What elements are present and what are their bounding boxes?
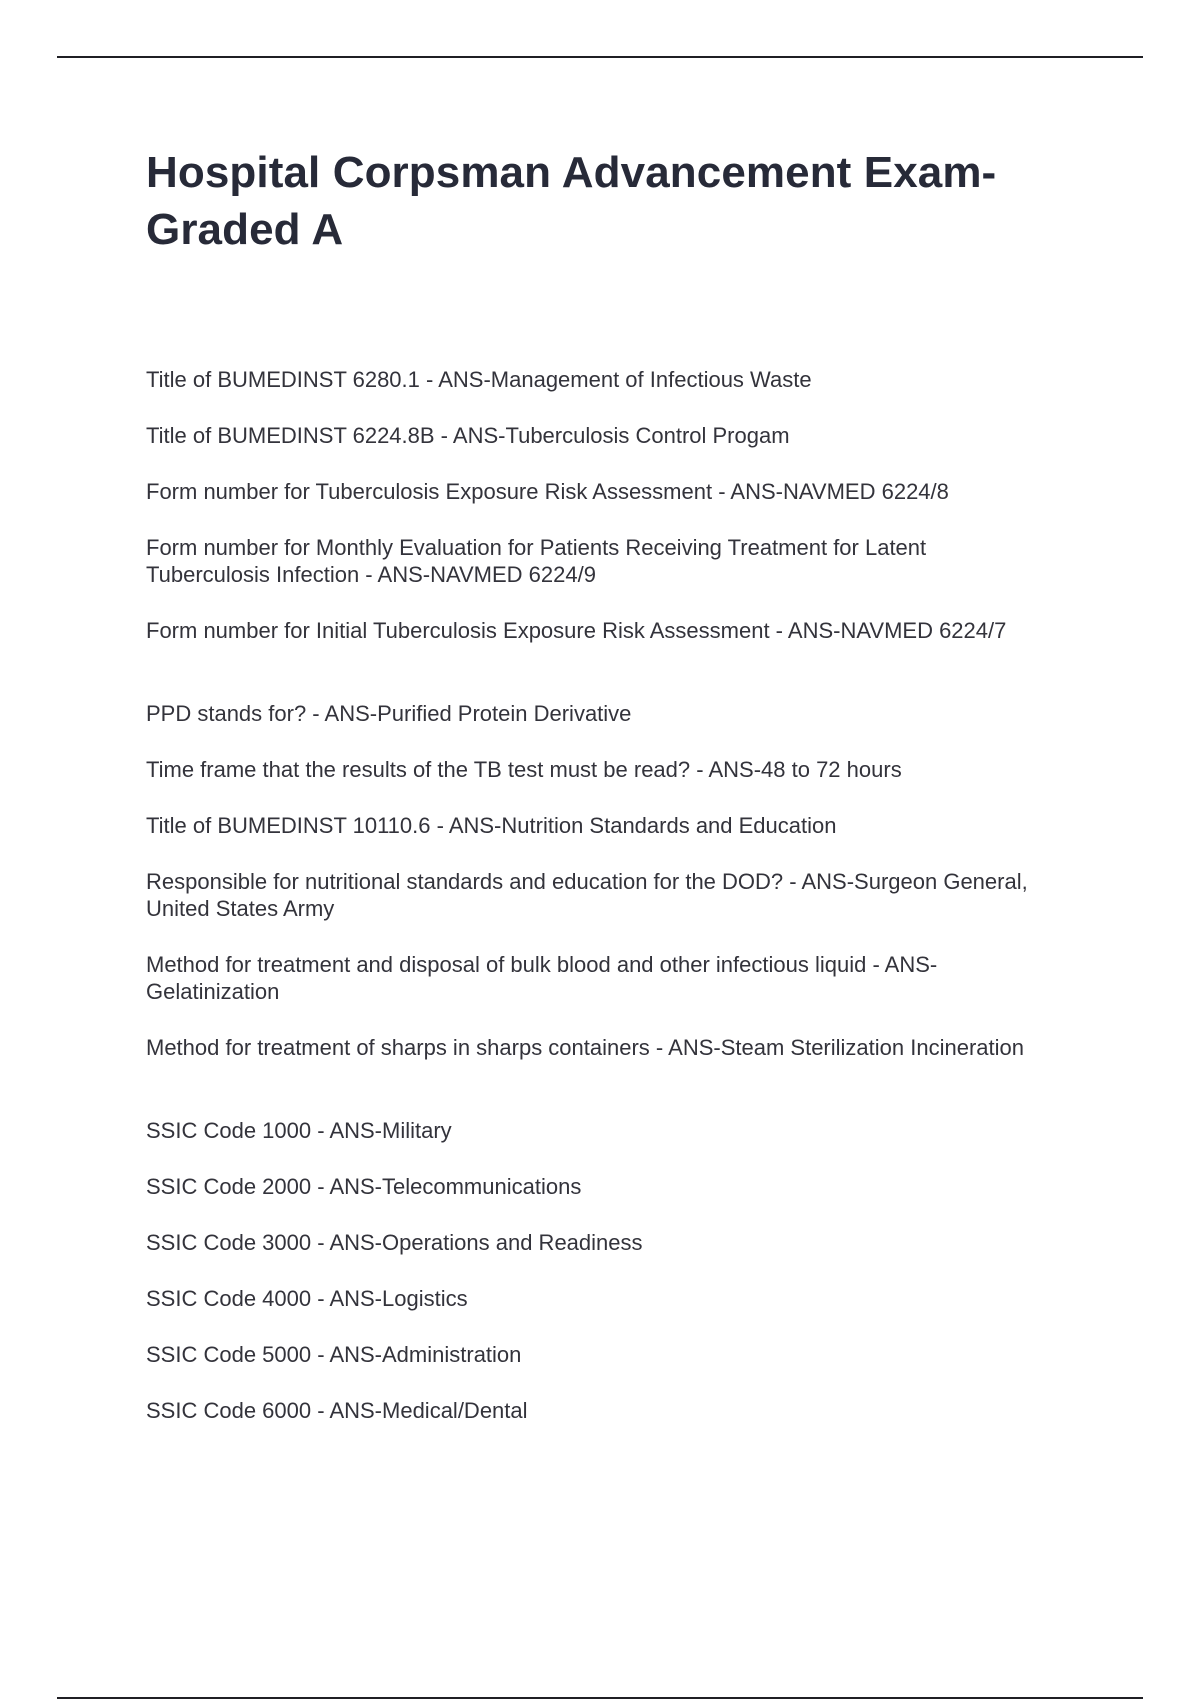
qa-item: Form number for Tuberculosis Exposure Risk Assessment - ANS-NAVMED 6224/8	[146, 479, 949, 504]
qa-item: Form number for Monthly Evaluation for Patients Receiving Treatment for Latent Tuberculosis Infection - ANS-NAVMED 6224/9	[146, 535, 927, 587]
document-title: Hospital Corpsman Advancement Exam- Graded A	[146, 148, 997, 254]
qa-item: Form number for Initial Tuberculosis Exposure Risk Assessment - ANS-NAVMED 6224/7	[146, 618, 1007, 643]
top-divider	[57, 56, 1143, 58]
qa-item: SSIC Code 4000 - ANS-Logistics	[146, 1286, 468, 1311]
qa-item: Title of BUMEDINST 10110.6 - ANS-Nutrition Standards and Education	[146, 813, 837, 838]
qa-item: Responsible for nutritional standards and education for the DOD? - ANS-Surgeon General, United States Army	[146, 869, 1028, 921]
qa-item: SSIC Code 6000 - ANS-Medical/Dental	[146, 1398, 528, 1423]
qa-list	[146, 366, 1046, 1453]
qa-item: Method for treatment of sharps in sharps containers - ANS-Steam Sterilization Incineration	[146, 1035, 1024, 1060]
qa-item: Title of BUMEDINST 6280.1 - ANS-Management of Infectious Waste	[146, 367, 812, 392]
qa-item: PPD stands for? - ANS-Purified Protein Derivative	[146, 701, 632, 726]
qa-item: Time frame that the results of the TB test must be read? - ANS-48 to 72 hours	[146, 757, 902, 782]
qa-item: SSIC Code 2000 - ANS-Telecommunications	[146, 1174, 582, 1199]
qa-item: SSIC Code 1000 - ANS-Military	[146, 1118, 452, 1143]
qa-item: SSIC Code 5000 - ANS-Administration	[146, 1342, 522, 1367]
qa-item: Method for treatment and disposal of bulk blood and other infectious liquid - ANS-Gelatinization	[146, 952, 938, 1004]
qa-item: Title of BUMEDINST 6224.8B - ANS-Tuberculosis Control Progam	[146, 423, 790, 448]
bottom-divider	[57, 1697, 1143, 1699]
qa-item: SSIC Code 3000 - ANS-Operations and Readiness	[146, 1230, 643, 1255]
